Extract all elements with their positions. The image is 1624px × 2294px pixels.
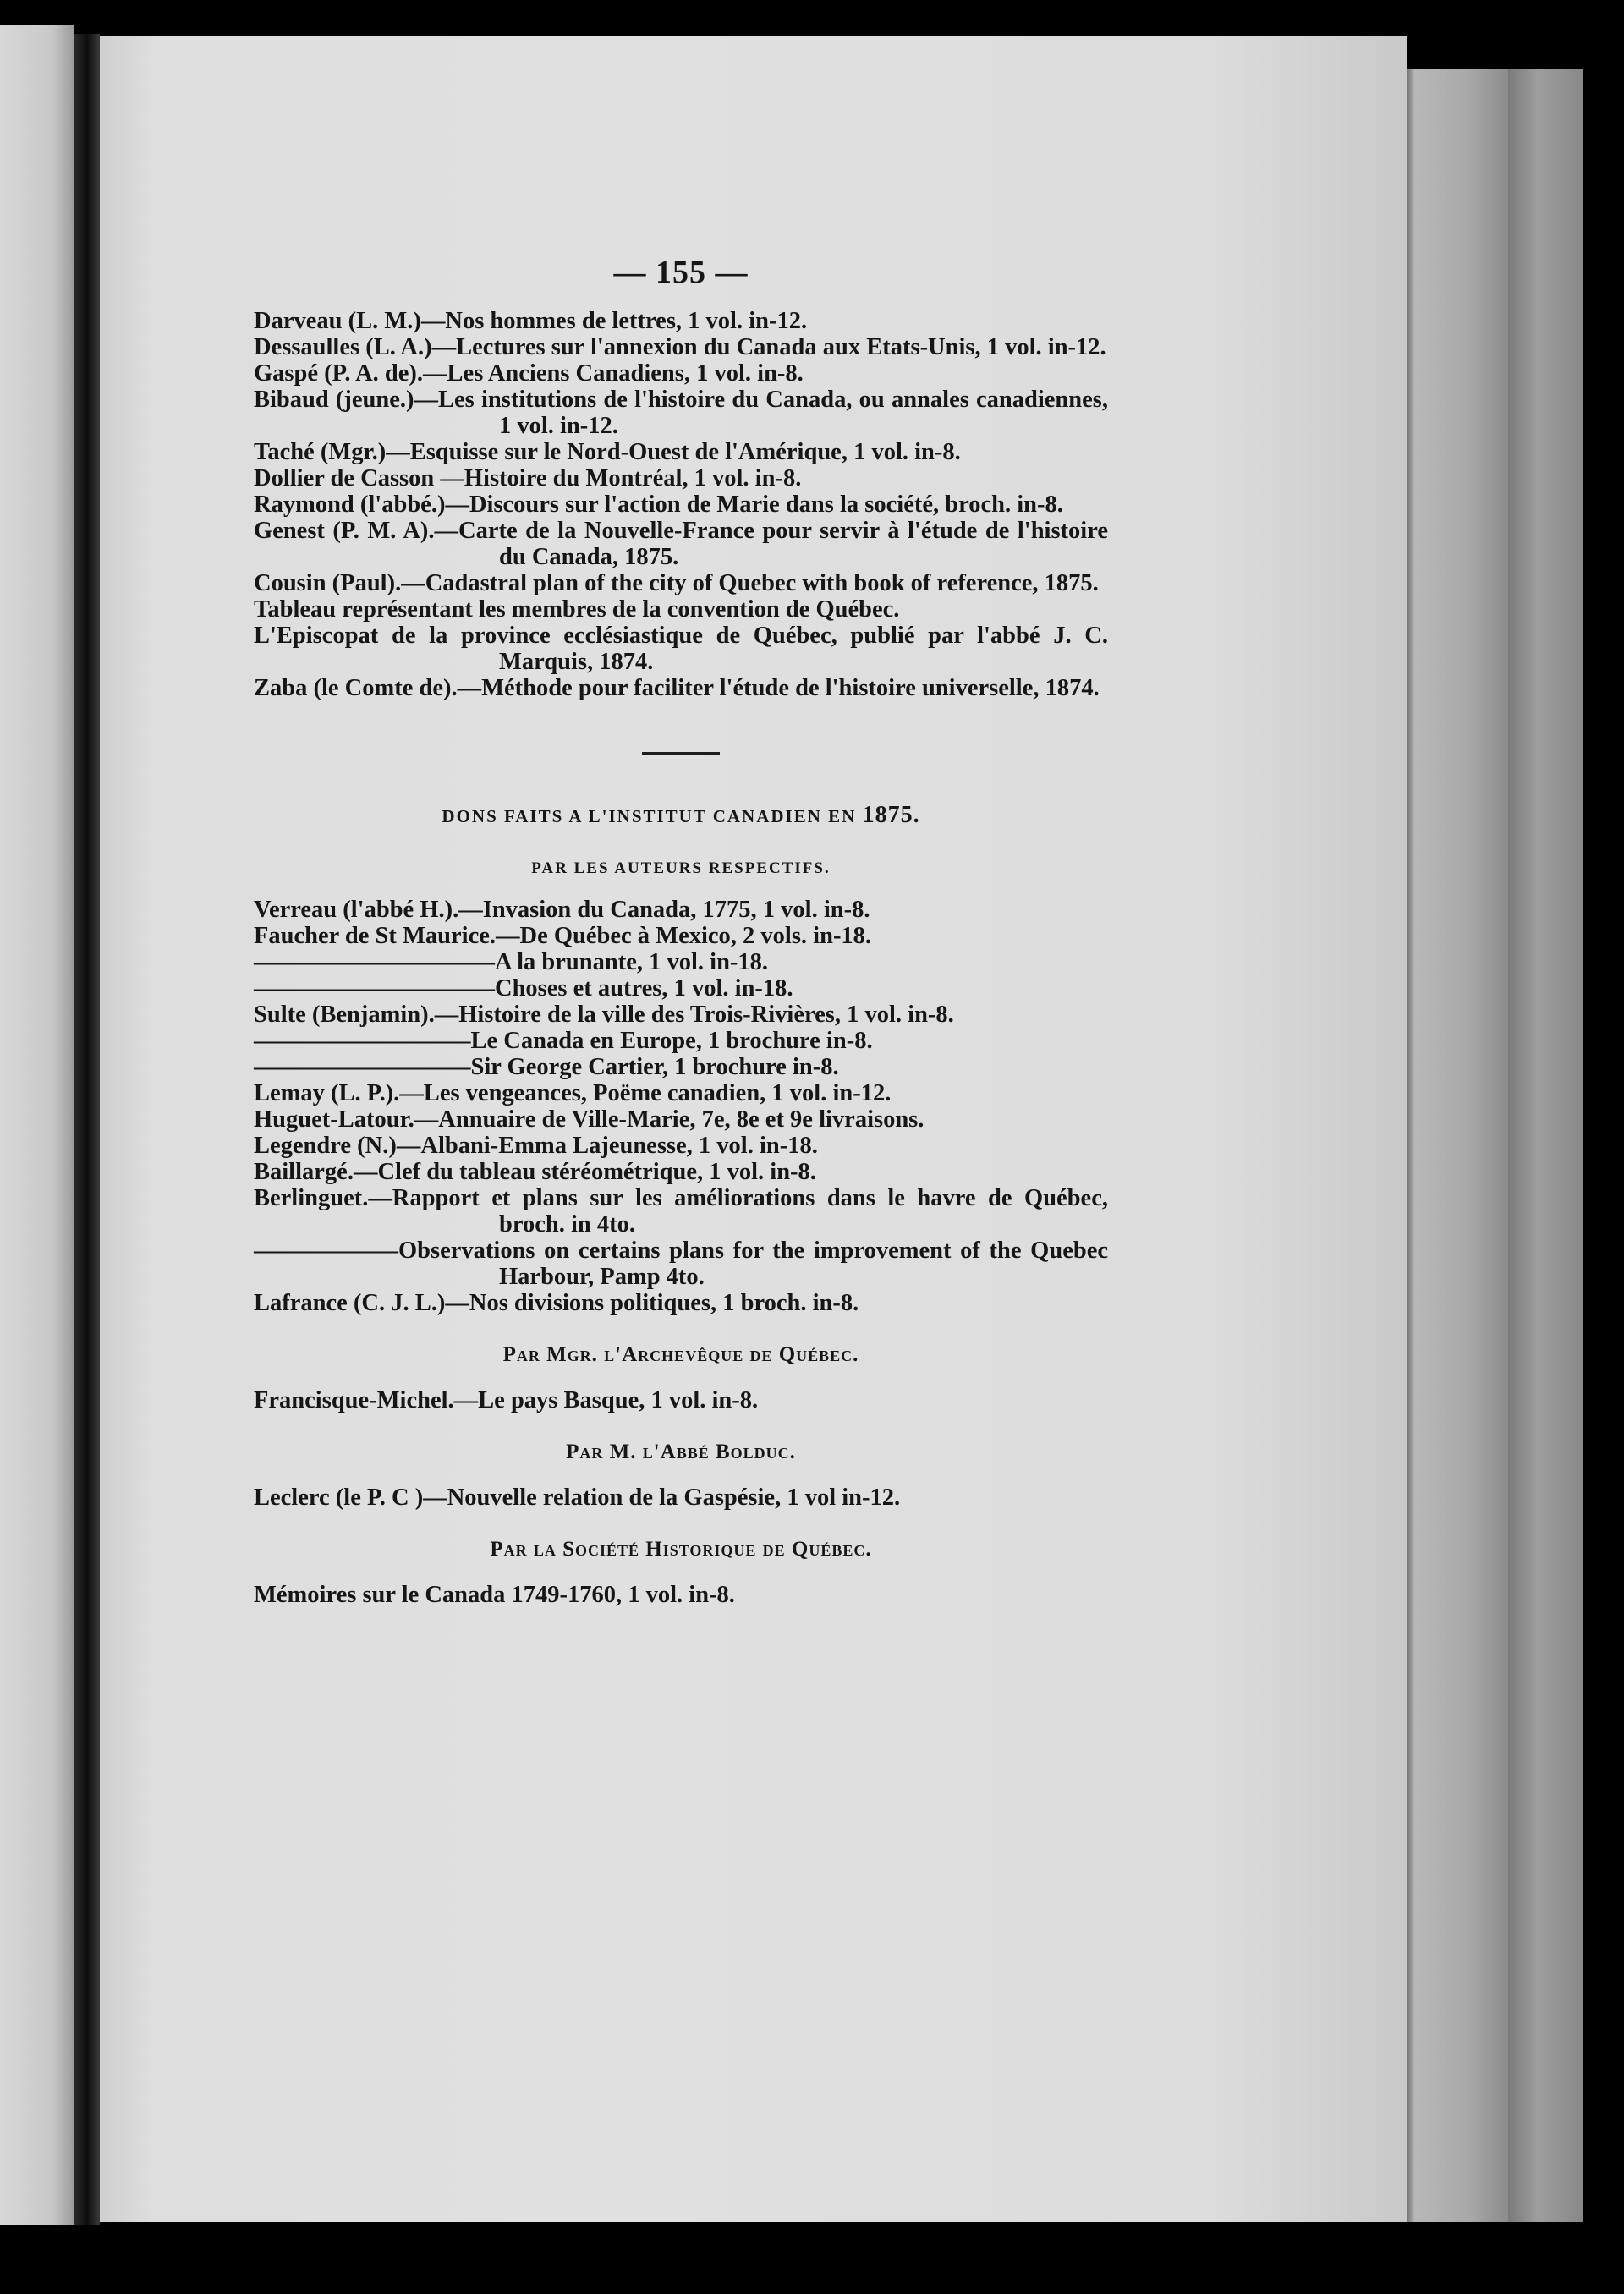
list-item: Mémoires sur le Canada 1749-1760, 1 vol. in-8. <box>254 1582 735 1608</box>
list-item: L'Episcopat de la province ecclésiastique de Québec, publié par l'abbé J. C. Marquis, 1874. <box>254 623 1108 675</box>
list-item: ——————————Choses et autres, 1 vol. in-18. <box>254 975 793 1002</box>
list-item: Bibaud (jeune.)—Les institutions de l'histoire du Canada, ou annales canadiennes, 1 vol. in-12. <box>254 387 1108 439</box>
list-item: Legendre (N.)—Albani-Emma Lajeunesse, 1 vol. in-18. <box>254 1133 818 1159</box>
heading-societe: Par la Société Historique de Québec. <box>490 1538 872 1561</box>
section-heading-year: 1875. <box>862 802 920 828</box>
book-cover-edge <box>1508 69 1583 2222</box>
list-item: Cousin (Paul).—Cadastral plan of the city of Quebec with book of reference, 1875. <box>254 570 1099 596</box>
list-item: Verreau (l'abbé H.).—Invasion du Canada, 1775, 1 vol. in-8. <box>254 897 870 923</box>
page-edge-stack <box>1407 69 1508 2222</box>
list-item: Baillargé.—Clef du tableau stéréométrique, 1 vol. in-8. <box>254 1159 816 1185</box>
list-item: Darveau (L. M.)—Nos hommes de lettres, 1 vol. in-12. <box>254 308 808 334</box>
entries-authors <box>254 897 1108 1316</box>
list-item: —————————Sir George Cartier, 1 brochure in-8. <box>254 1054 839 1080</box>
list-item: Dessaulles (L. A.)—Lectures sur l'annexion du Canada aux Etats-Unis, 1 vol. in-12. <box>254 334 1106 360</box>
list-item: Lafrance (C. J. L.)—Nos divisions politiques, 1 broch. in-8. <box>254 1290 859 1316</box>
list-item: Tableau représentant les membres de la convention de Québec. <box>254 596 900 623</box>
sub-heading-authors: PAR LES AUTEURS RESPECTIFS. <box>531 859 831 877</box>
heading-bolduc: Par M. l'Abbé Bolduc. <box>566 1441 796 1463</box>
section-heading <box>254 802 1108 829</box>
list-item: Faucher de St Maurice.—De Québec à Mexico, 2 vols. in-18. <box>254 923 872 949</box>
list-item: ——————————A la brunante, 1 vol. in-18. <box>254 949 769 975</box>
section-divider <box>642 752 720 755</box>
list-item: Genest (P. M. A).—Carte de la Nouvelle-France pour servir à l'étude de l'histoire du Canada, 1875. <box>254 518 1108 570</box>
list-item: Leclerc (le P. C )—Nouvelle relation de la Gaspésie, 1 vol in-12. <box>254 1485 901 1511</box>
list-item: —————————Le Canada en Europe, 1 brochure in-8. <box>254 1028 873 1054</box>
list-item: ——————Observations on certains plans for the improvement of the Quebec Harbour, Pamp 4to. <box>254 1238 1108 1290</box>
page-number: — 155 — <box>613 255 749 290</box>
list-item: Sulte (Benjamin).—Histoire de la ville des Trois-Rivières, 1 vol. in-8. <box>254 1002 954 1028</box>
list-item: Raymond (l'abbé.)—Discours sur l'action de Marie dans la société, broch. in-8. <box>254 491 1063 518</box>
page-content <box>254 254 1108 1608</box>
heading-archeveque: Par Mgr. l'Archevêque de Québec. <box>502 1343 859 1366</box>
section-heading-text: DONS FAITS A L'INSTITUT CANADIEN EN <box>442 806 857 826</box>
list-item: Dollier de Casson —Histoire du Montréal, 1 vol. in-8. <box>254 465 802 491</box>
book-gutter <box>74 34 100 2225</box>
list-item: Francisque-Michel.—Le pays Basque, 1 vol. in-8. <box>254 1387 759 1413</box>
entries-top <box>254 308 1108 701</box>
list-item: Berlinguet.—Rapport et plans sur les améliorations dans le havre de Québec, broch. in 4to. <box>254 1185 1108 1238</box>
list-item: Lemay (L. P.).—Les vengeances, Poëme canadien, 1 vol. in-12. <box>254 1080 892 1106</box>
list-item: Huguet-Latour.—Annuaire de Ville-Marie, 7e, 8e et 9e livraisons. <box>254 1106 924 1133</box>
list-item: Zaba (le Comte de).—Méthode pour faciliter l'étude de l'histoire universelle, 1874. <box>254 675 1100 701</box>
left-page-edge <box>0 25 74 2225</box>
list-item: Gaspé (P. A. de).—Les Anciens Canadiens, 1 vol. in-8. <box>254 360 804 387</box>
list-item: Taché (Mgr.)—Esquisse sur le Nord-Ouest de l'Amérique, 1 vol. in-8. <box>254 439 961 465</box>
